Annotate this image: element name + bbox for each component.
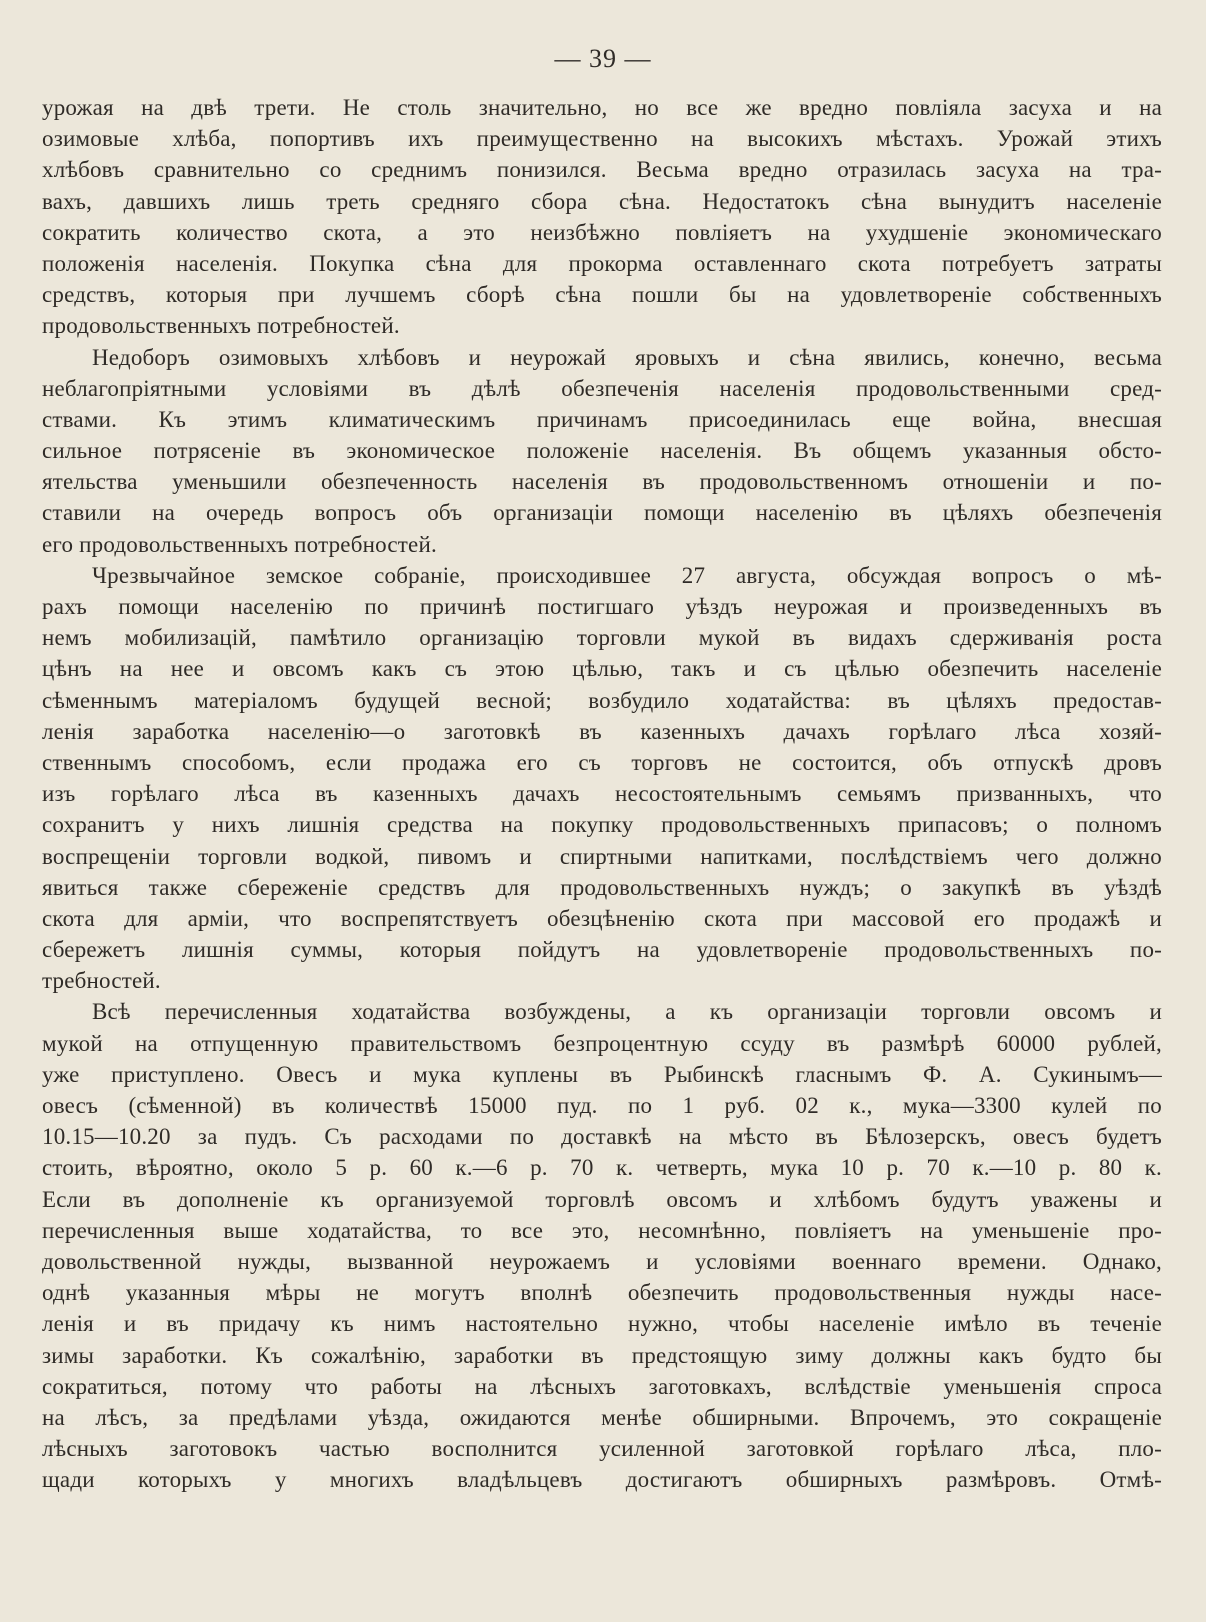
text-line: 10.15—10.20 за пудъ. Съ расходами по доставкѣ на мѣсто въ Бѣлозерскъ, овесъ будетъ [42, 1124, 1162, 1150]
text-line: явиться также сбереженіе средствъ для продовольственныхъ нуждъ; о закупкѣ въ уѣздѣ [42, 874, 1162, 900]
paragraph [42, 996, 1162, 1495]
text-line: рахъ помощи населенію по причинѣ постигшаго уѣздъ неурожая и произведенныхъ въ [42, 594, 1162, 619]
text-line: уже приступлено. Овесъ и мука куплены въ Рыбинскѣ гласнымъ Ф. А. Сукинымъ— [42, 1061, 1162, 1087]
paragraph [42, 92, 1162, 342]
text-line: урожая на двѣ трети. Не столь значительно, но все же вредно повліяла засуха и на [42, 95, 1162, 120]
text-line: ственнымъ способомъ, если продажа его съ торговъ не состоится, объ отпускѣ дровъ [42, 749, 1162, 775]
text-line: сократить количество скота, а это неизбѣжно повліяетъ на ухудшеніе экономическаго [42, 219, 1162, 245]
text-line: лѣсныхъ заготовокъ частью восполнится усиленной заготовкой горѣлаго лѣса, пло- [42, 1436, 1162, 1462]
text-line: его продовольственныхъ потребностей. [42, 531, 437, 557]
text-line: овесъ (сѣменной) въ количествѣ 15000 пуд. по 1 руб. 02 к., мука—3300 кулей по [42, 1093, 1162, 1118]
paragraph [42, 560, 1162, 997]
body-text [42, 92, 1162, 1495]
text-line: Недоборъ озимовыхъ хлѣбовъ и неурожай яровыхъ и сѣна явились, конечно, весьма [92, 344, 1162, 370]
text-line: требностей. [42, 968, 161, 994]
text-line: сбережетъ лишнія суммы, которыя пойдутъ на удовлетвореніе продовольственныхъ по- [42, 937, 1162, 963]
text-line: ствами. Къ этимъ климатическимъ причинамъ присоединилась еще война, внесшая [42, 406, 1162, 432]
text-line: озимовые хлѣба, попортивъ ихъ преимущественно на высокихъ мѣстахъ. Урожай этихъ [42, 126, 1162, 152]
text-line: сохранитъ у нихъ лишнія средства на покупку продовольственныхъ припасовъ; о полномъ [42, 812, 1162, 838]
text-line: Всѣ перечисленныя ходатайства возбуждены, а къ организаціи торговли овсомъ и [92, 999, 1162, 1025]
text-line: средствъ, которыя при лучшемъ сборѣ сѣна пошли бы на удовлетвореніе собственныхъ [42, 282, 1162, 308]
text-line: вахъ, давшихъ лишь треть средняго сбора сѣна. Недостатокъ сѣна вынудитъ населеніе [42, 188, 1162, 214]
text-line: немъ мобилизацій, памѣтило организацію торговли мукой въ видахъ сдерживанія роста [42, 625, 1162, 651]
paragraph [42, 342, 1162, 560]
text-line: мукой на отпущенную правительствомъ безпроцентную ссуду въ размѣрѣ 60000 рублей, [42, 1030, 1162, 1056]
text-line: стоить, вѣроятно, около 5 р. 60 к.—6 р. 70 к. четверть, мука 10 р. 70 к.—10 р. 80 к. [42, 1155, 1162, 1181]
text-line: ленія и въ придачу къ нимъ настоятельно нужно, чтобы населеніе имѣло въ теченіе [42, 1311, 1162, 1337]
text-line: на лѣсъ, за предѣлами уѣзда, ожидаются менѣе обширными. Впрочемъ, это сокращеніе [42, 1404, 1162, 1430]
text-line: ятельства уменьшили обезпеченность населенія въ продовольственномъ отношеніи и по- [42, 469, 1162, 495]
page-number: — 39 — [554, 44, 652, 73]
text-line: ставили на очередь вопросъ объ организаціи помощи населенію въ цѣляхъ обезпеченія [42, 500, 1162, 526]
text-line: щади которыхъ у многихъ владѣльцевъ достигаютъ обширныхъ размѣровъ. Отмѣ- [42, 1467, 1162, 1493]
text-line: сильное потрясеніе въ экономическое положеніе населенія. Въ общемъ указанныя обсто- [42, 438, 1162, 464]
text-line: Если въ дополненіе къ организуемой торговлѣ овсомъ и хлѣбомъ будутъ уважены и [42, 1186, 1162, 1212]
text-line: сѣменнымъ матеріаломъ будущей весной; возбудило ходатайства: въ цѣляхъ предостав- [42, 687, 1162, 713]
text-line: зимы заработки. Къ сожалѣнію, заработки въ предстоящую зиму должны какъ будто бы [42, 1342, 1162, 1368]
text-line: Чрезвычайное земское собраніе, происходившее 27 августа, обсуждая вопросъ о мѣ- [92, 562, 1162, 588]
text-line: воспрещеніи торговли водкой, пивомъ и спиртными напитками, послѣдствіемъ чего должно [42, 843, 1162, 869]
text-line: скота для арміи, что воспрепятствуетъ обезцѣненію скота при массовой его продажѣ и [42, 905, 1162, 931]
text-line: хлѣбовъ сравнительно со среднимъ понизился. Весьма вредно отразилась засуха на тра- [42, 157, 1162, 183]
text-line: изъ горѣлаго лѣса въ казенныхъ дачахъ несостоятельнымъ семьямъ призванныхъ, что [42, 781, 1162, 807]
text-line: неблагопріятными условіями въ дѣлѣ обезпеченія населенія продовольственными сред- [42, 375, 1162, 401]
text-line: цѣнъ на нее и овсомъ какъ съ этою цѣлью, такъ и съ цѣлью обезпечить населеніе [42, 656, 1162, 682]
text-line: сократиться, потому что работы на лѣсныхъ заготовкахъ, вслѣдствіе уменьшенія спроса [42, 1373, 1162, 1399]
text-line: продовольственныхъ потребностей. [42, 313, 400, 339]
text-line: ленія заработка населенію—о заготовкѣ въ казенныхъ дачахъ горѣлаго лѣса хозяй- [42, 718, 1162, 744]
text-line: однѣ указанныя мѣры не могутъ вполнѣ обезпечить продовольственныя нужды насе- [42, 1280, 1162, 1306]
text-line: положенія населенія. Покупка сѣна для прокорма оставленнаго скота потребуетъ затраты [42, 250, 1162, 276]
text-line: перечисленныя выше ходатайства, то все это, несомнѣнно, повліяетъ на уменьшеніе про- [42, 1217, 1162, 1243]
text-line: довольственной нужды, вызванной неурожаемъ и условіями военнаго времени. Однако, [42, 1248, 1162, 1274]
